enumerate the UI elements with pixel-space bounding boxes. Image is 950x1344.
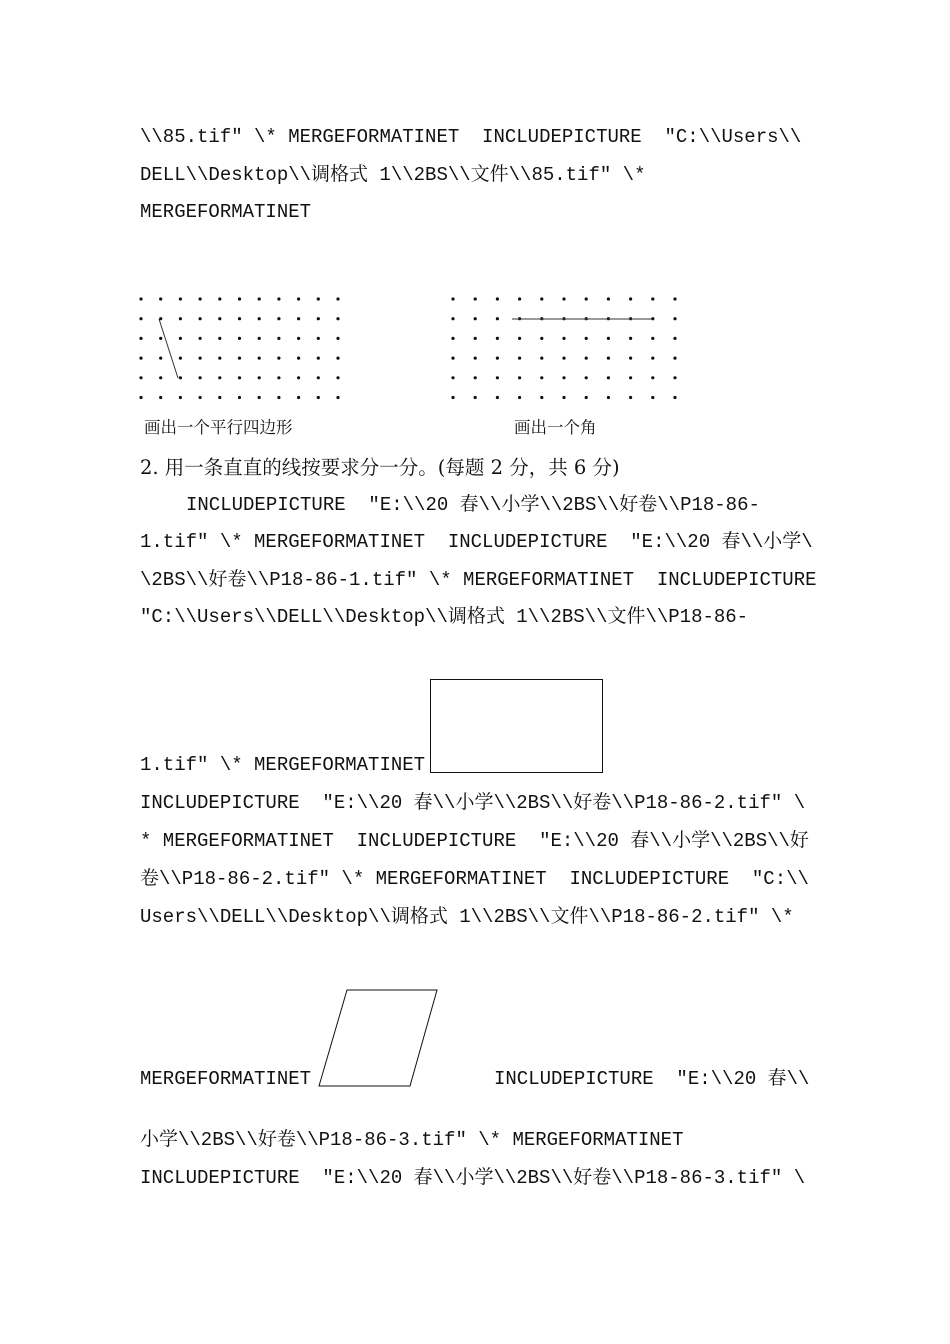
grid-dot — [297, 396, 300, 399]
grid-dot — [179, 376, 182, 379]
grid-dot — [673, 337, 676, 340]
grid-dot — [651, 357, 654, 360]
grid-dot — [159, 396, 162, 399]
grid-dot — [629, 357, 632, 360]
grid-dot — [258, 376, 261, 379]
grid-dot — [336, 297, 339, 300]
grid-dot — [562, 337, 565, 340]
grid-dot — [585, 337, 588, 340]
grid-dot — [540, 396, 543, 399]
grid-dot — [562, 297, 565, 300]
grid-dot — [451, 317, 454, 320]
grid-dot — [336, 317, 339, 320]
grid-dot — [317, 317, 320, 320]
grid-dot — [562, 376, 565, 379]
text-line-12: 卷\\P18-86-2.tifʺ \* MERGEFORMATINET INCLUDEPICTURE "C:\\ — [140, 868, 809, 890]
grid-dot — [139, 337, 142, 340]
grid-dot — [238, 376, 241, 379]
grid-dot — [317, 297, 320, 300]
text-line-1: \\85.tifʺ \* MERGEFORMATINET INCLUDEPICTURE "C:\\Users\\ — [140, 126, 802, 148]
grid-dot — [179, 357, 182, 360]
grid-dot — [540, 357, 543, 360]
grid-dot — [607, 337, 610, 340]
grid-dot — [585, 396, 588, 399]
grid-dot — [139, 396, 142, 399]
grid-dot — [451, 297, 454, 300]
grid-dot — [336, 396, 339, 399]
grid-dot — [336, 357, 339, 360]
text-line-11: * MERGEFORMATINET INCLUDEPICTURE "E:\\20 春\\小学\\2BS\\好 — [140, 830, 809, 852]
grid-dot — [238, 396, 241, 399]
grid-dot — [258, 337, 261, 340]
grid-dot — [218, 297, 221, 300]
grid-dot — [474, 357, 477, 360]
grid-dot — [179, 396, 182, 399]
text-line-14a: MERGEFORMATINET — [140, 1068, 312, 1090]
grid-dot — [258, 396, 261, 399]
grid-dot — [179, 297, 182, 300]
grid-dot — [159, 357, 162, 360]
grid-dot — [496, 297, 499, 300]
grid-dot — [258, 297, 261, 300]
text-line-15: 小学\\2BS\\好卷\\P18-86-3.tifʺ \* MERGEFORMATINET — [140, 1129, 684, 1151]
grid-dot — [277, 337, 280, 340]
text-line-9: 1.tifʺ \* MERGEFORMATINET — [140, 754, 426, 776]
grid-dot — [179, 337, 182, 340]
grid-dot — [277, 317, 280, 320]
grid-dot — [258, 317, 261, 320]
text-line-10: INCLUDEPICTURE "E:\\20 春\\小学\\2BS\\好卷\\P18-86-2.tifʺ \ — [140, 792, 806, 814]
rectangle-figure — [430, 679, 605, 775]
grid-dot — [159, 337, 162, 340]
grid-dot — [297, 337, 300, 340]
text-line-7: \2BS\\好卷\\P18-86-1.tifʺ \* MERGEFORMATINET INCLUDEPICTURE — [140, 569, 817, 591]
grid-dot — [673, 357, 676, 360]
grid-dot — [673, 376, 676, 379]
grid-dot — [651, 376, 654, 379]
grid-dot — [218, 337, 221, 340]
grid-dot — [585, 376, 588, 379]
question-2-heading: 2. 用一条直直的线按要求分一分。(每题 2 分，共 6 分) — [140, 456, 620, 479]
dot-grid-left — [135, 290, 345, 400]
grid-dot — [317, 396, 320, 399]
grid-dot — [651, 297, 654, 300]
grid-dot — [562, 396, 565, 399]
grid-dot — [277, 396, 280, 399]
grid-dot — [317, 376, 320, 379]
grid-dot — [518, 376, 521, 379]
grid-dot — [607, 297, 610, 300]
text-line-16: INCLUDEPICTURE "E:\\20 春\\小学\\2BS\\好卷\\P18-86-3.tifʺ \ — [140, 1167, 806, 1189]
grid-dot — [238, 357, 241, 360]
grid-dot — [585, 357, 588, 360]
grid-dot — [562, 357, 565, 360]
text-line-14b: INCLUDEPICTURE "E:\\20 春\\ — [494, 1068, 810, 1090]
grid-dot — [607, 396, 610, 399]
grid-dot — [629, 376, 632, 379]
grid-dot — [629, 396, 632, 399]
grid-dot — [277, 297, 280, 300]
grid-dot — [673, 317, 676, 320]
grid-dot — [585, 297, 588, 300]
grid-dot — [199, 396, 202, 399]
grid-dot — [496, 317, 499, 320]
grid-dot — [218, 376, 221, 379]
grid-dot — [139, 376, 142, 379]
grid-dot — [496, 357, 499, 360]
grid-dot — [199, 317, 202, 320]
grid-dot — [238, 317, 241, 320]
grid-dot — [199, 357, 202, 360]
grid-dot — [496, 396, 499, 399]
grid-dot — [336, 376, 339, 379]
grid-dot — [518, 396, 521, 399]
text-line-5: INCLUDEPICTURE "E:\\20 春\\小学\\2BS\\好卷\\P18-86- — [186, 494, 760, 516]
grid-dot — [139, 297, 142, 300]
parallelogram-figure — [316, 989, 440, 1089]
grid-dot — [451, 376, 454, 379]
grid-dot — [474, 376, 477, 379]
grid-dot — [629, 337, 632, 340]
right-grid-caption: 画出一个角 — [514, 418, 597, 437]
grid-dot — [607, 357, 610, 360]
grid-dot — [496, 337, 499, 340]
text-line-2: DELL\\Desktop\\调格式 1\\2BS\\文件\\85.tifʺ \* — [140, 164, 646, 186]
grid-dot — [607, 376, 610, 379]
grid-dot — [218, 317, 221, 320]
grid-dot — [159, 297, 162, 300]
grid-dot — [159, 376, 162, 379]
grid-dot — [518, 297, 521, 300]
grid-dot — [540, 376, 543, 379]
grid-dot — [651, 396, 654, 399]
grid-dot — [518, 357, 521, 360]
left-grid-caption: 画出一个平行四边形 — [144, 418, 293, 437]
grid-dot — [277, 357, 280, 360]
text-line-3: MERGEFORMATINET — [140, 201, 312, 223]
grid-dot — [297, 376, 300, 379]
grid-dot — [673, 297, 676, 300]
grid-dot — [474, 317, 477, 320]
grid-dot — [474, 337, 477, 340]
grid-dot — [277, 376, 280, 379]
grid-dot — [496, 376, 499, 379]
grid-dot — [139, 357, 142, 360]
grid-dot — [139, 317, 142, 320]
grid-dot — [297, 317, 300, 320]
grid-dot — [336, 337, 339, 340]
grid-dot — [540, 337, 543, 340]
text-line-8: "C:\\Users\\DELL\\Desktop\\调格式 1\\2BS\\文件\\P18-86- — [140, 606, 749, 628]
grid-dot — [218, 396, 221, 399]
text-line-6: 1.tifʺ \* MERGEFORMATINET INCLUDEPICTURE "E:\\20 春\\小学\ — [140, 531, 813, 553]
grid-dot — [451, 357, 454, 360]
grid-dot — [474, 396, 477, 399]
grid-dot — [297, 297, 300, 300]
grid-dot — [629, 297, 632, 300]
grid-dot — [199, 337, 202, 340]
dot-grid-right — [447, 290, 682, 400]
grid-dot — [518, 337, 521, 340]
grid-dot — [199, 376, 202, 379]
grid-dot — [238, 337, 241, 340]
grid-dot — [651, 337, 654, 340]
grid-dot — [179, 317, 182, 320]
grid-dot — [451, 396, 454, 399]
grid-dot — [673, 396, 676, 399]
grid-dot — [238, 297, 241, 300]
grid-dot — [317, 337, 320, 340]
text-line-13: Users\\DELL\\Desktop\\调格式 1\\2BS\\文件\\P18-86-2.tifʺ \* — [140, 906, 794, 928]
grid-dot — [218, 357, 221, 360]
grid-dot — [474, 297, 477, 300]
grid-dot — [297, 357, 300, 360]
grid-dot — [199, 297, 202, 300]
grid-dot — [451, 337, 454, 340]
grid-dot — [317, 357, 320, 360]
grid-dot — [258, 357, 261, 360]
grid-dot — [540, 297, 543, 300]
